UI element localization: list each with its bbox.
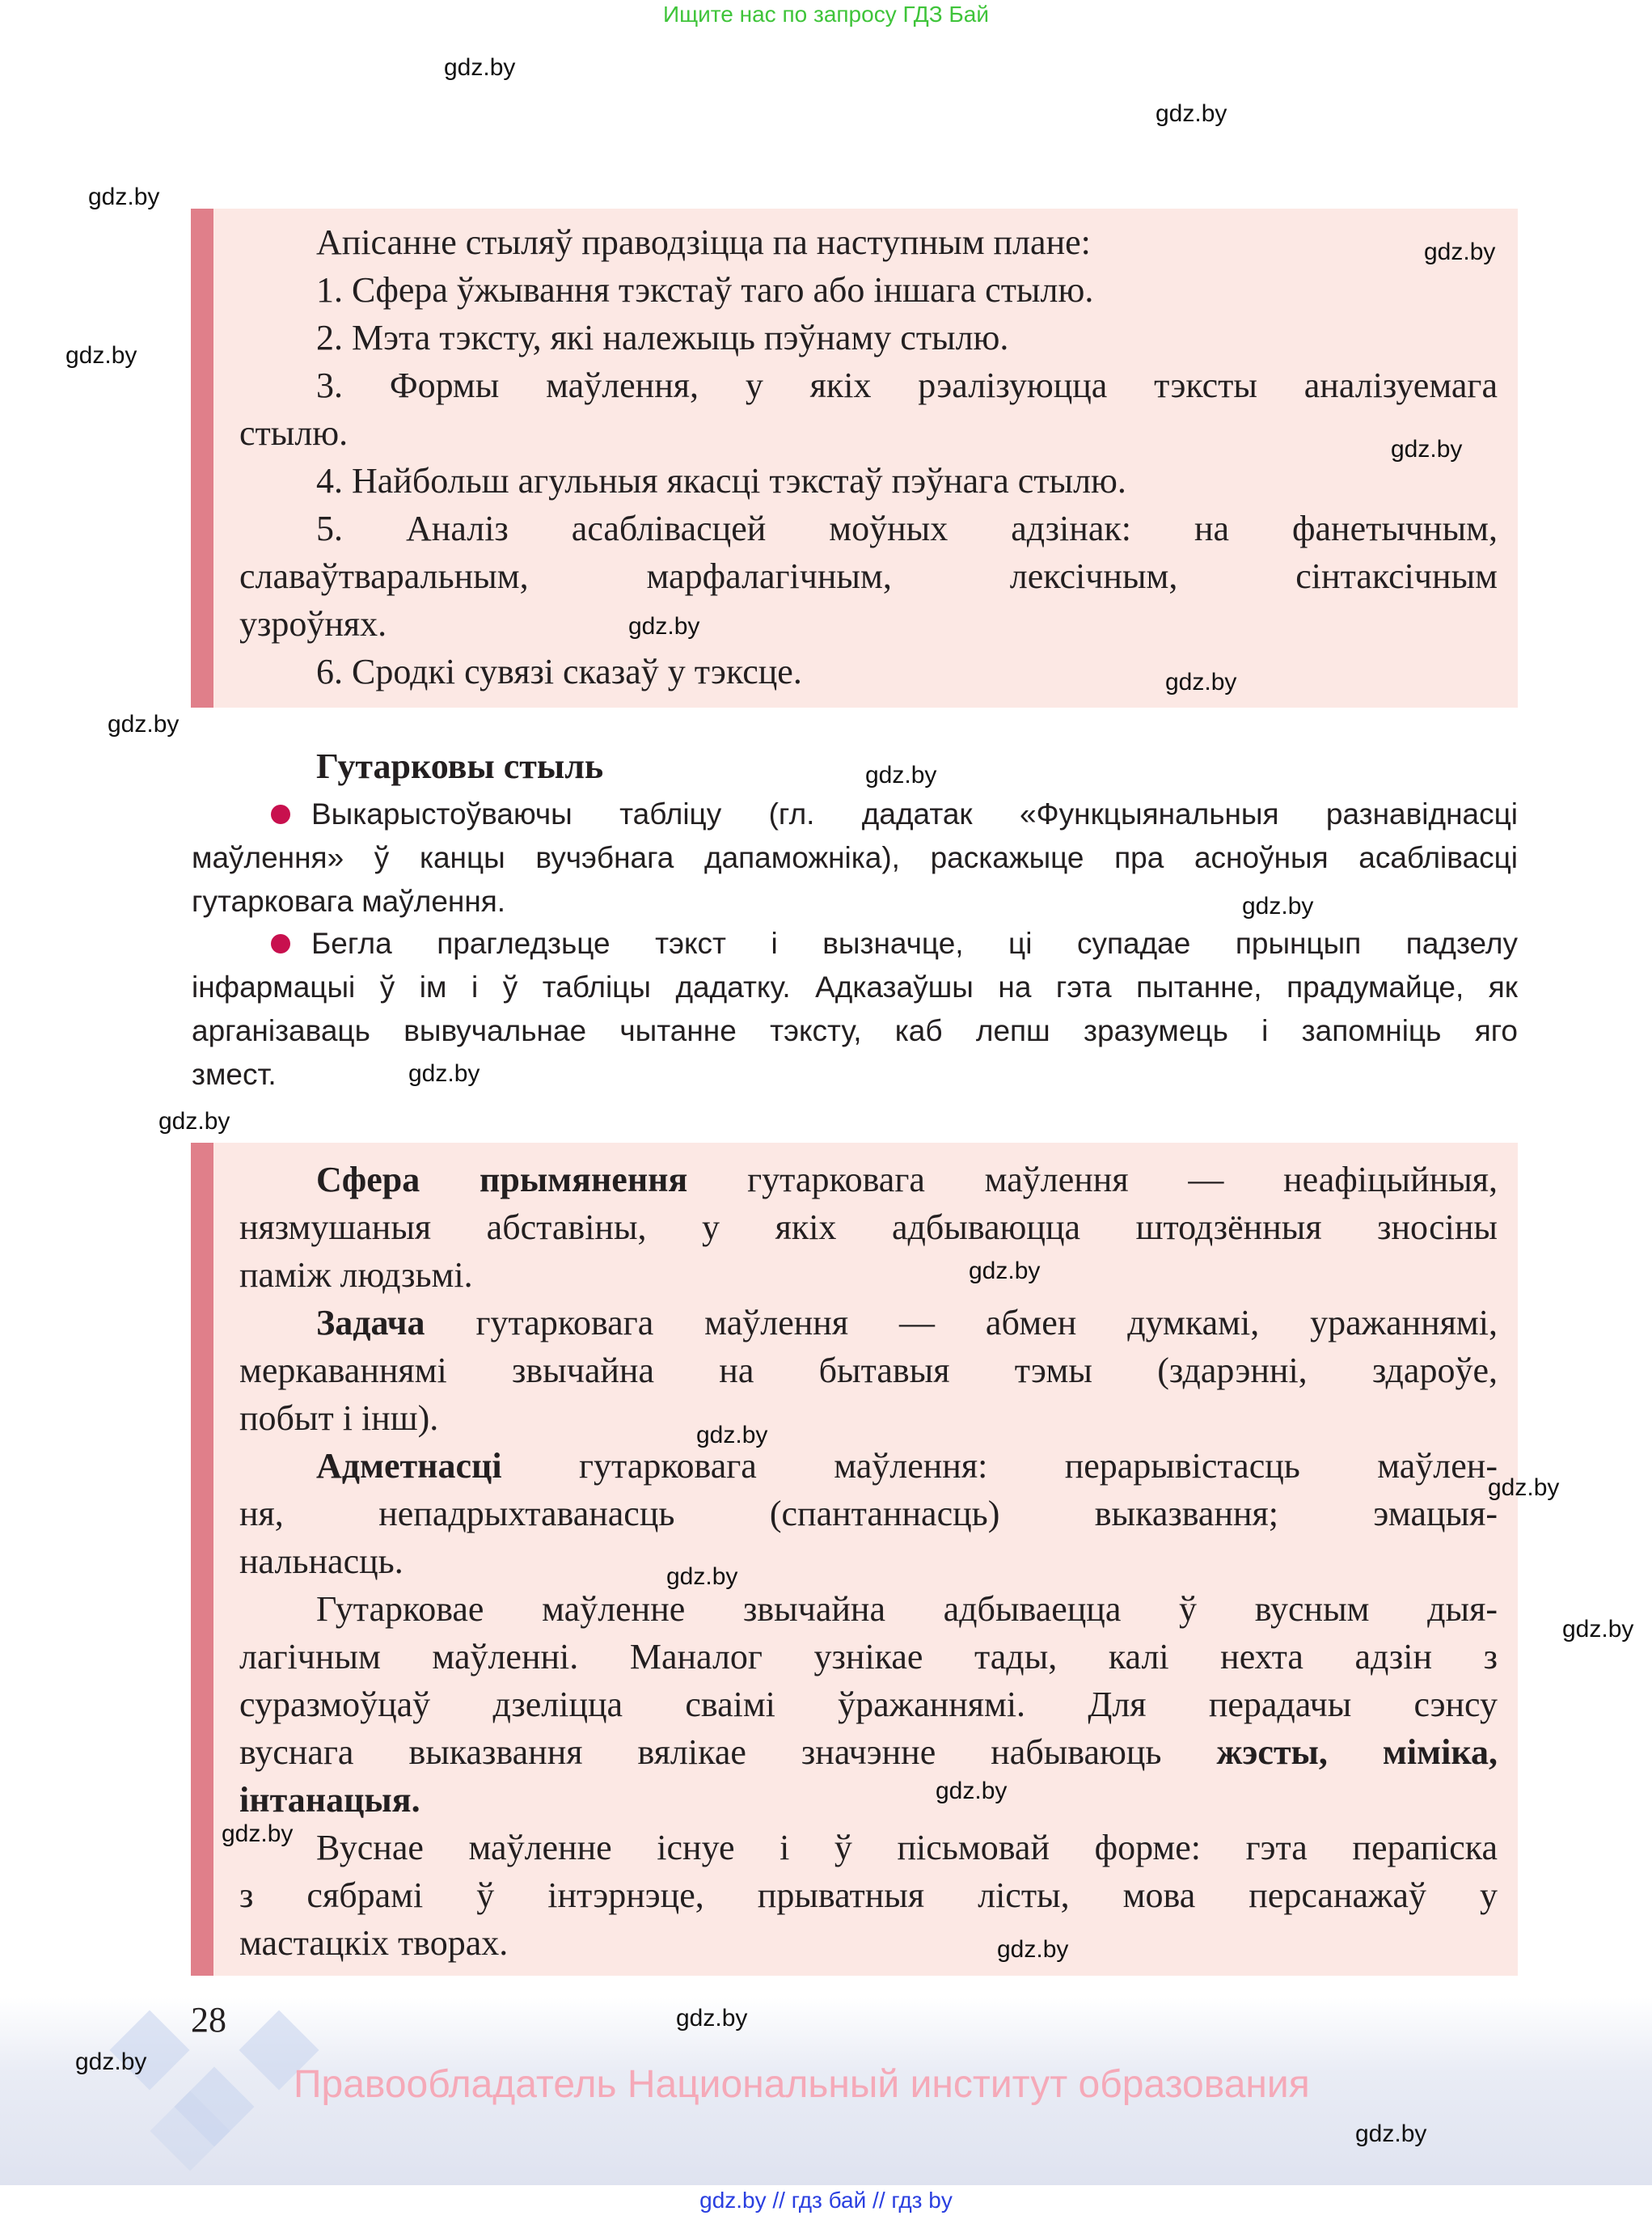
text-line: арганізаваць вывучальнае чытанне тэксту, каб лепш зразумець і запомніць яго (192, 1014, 1518, 1047)
text-line (239, 1728, 1498, 1776)
gdz-watermark: gdz.by (1488, 1474, 1560, 1501)
text-line (239, 505, 1498, 552)
top-search-hint[interactable]: Ищите нас по запросу ГДЗ Бай (662, 2, 990, 27)
plan-box (191, 209, 1518, 708)
text-line: інфармацыі ў ім і ў табліцы дадатку. Адказаўшы на гэта пытанне, прадумайце, як (192, 970, 1518, 1004)
box-accent-bar (191, 1143, 213, 1976)
info-text (239, 1156, 1498, 1967)
text-line (239, 218, 1498, 266)
text-line: маўлення» ў канцы вучэбнага дапаможніка), раскажыце пра асноўныя асаблівасці (192, 841, 1518, 874)
gdz-watermark: gdz.by (1391, 436, 1463, 463)
text-segment: вуснага выказвання вялікае значэнне набываюць (239, 1732, 1217, 1772)
bold-term: Адметнасці (316, 1446, 502, 1486)
info-box (191, 1143, 1518, 1976)
text-segment: стылю. (239, 413, 349, 453)
gdz-watermark: gdz.by (158, 1108, 230, 1135)
text-line (239, 1156, 1498, 1203)
text-line (239, 1203, 1498, 1251)
text-segment: Вуснае маўленне існуе і ў пісьмовай форме: гэта перапіска (316, 1828, 1498, 1867)
gdz-watermark: gdz.by (1424, 239, 1496, 265)
gdz-watermark: gdz.by (108, 711, 180, 738)
text-line (239, 552, 1498, 600)
text-segment: ня, непадрыхтаванасць (спантаннасць) выказвання; эмацыя- (239, 1494, 1498, 1533)
gdz-watermark: gdz.by (628, 613, 700, 640)
text-line (239, 1585, 1498, 1633)
text-line (239, 314, 1498, 362)
gdz-watermark: gdz.by (997, 1936, 1069, 1963)
gdz-watermark: gdz.by (676, 2005, 748, 2032)
gdz-watermark: gdz.by (1156, 100, 1227, 127)
text-segment: гутарковага маўлення — неафіцыйныя, (687, 1160, 1498, 1199)
text-line (239, 1394, 1498, 1442)
gdz-watermark: gdz.by (666, 1563, 738, 1590)
gdz-watermark: gdz.by (1242, 893, 1314, 920)
task-paragraph (192, 793, 1518, 924)
text-segment: нязмушаныя абставіны, у якіх адбываюцца штодзённыя зносіны (239, 1207, 1498, 1247)
gdz-watermark: gdz.by (1562, 1616, 1634, 1643)
text-segment: Апісанне стыляў праводзіцца па наступным плане: (316, 222, 1091, 262)
bold-term: Задача (316, 1303, 425, 1342)
text-segment: 5. Аналіз асаблівасцей моўных адзінак: на фанетычным, (316, 509, 1498, 548)
text-line: змест. (192, 1058, 277, 1091)
text-segment: з сябрамі ў інтэрнэце, прыватныя лісты, мова персанажаў у (239, 1875, 1498, 1915)
gdz-watermark: gdz.by (696, 1422, 768, 1448)
text-segment: лагічным маўленні. Маналог узнікае тады, калі нехта адзін з (239, 1637, 1498, 1676)
text-line (239, 1299, 1498, 1347)
text-segment: суразмоўцаў дзеліцца сваімі ўражаннямі. Для перадачы сэнсу (239, 1685, 1498, 1724)
text-line (239, 362, 1498, 409)
text-line (239, 600, 1498, 648)
text-line: Выкарыстоўваючы табліцу (гл. дадатак «Функцыянальныя разнавіднасці (311, 797, 1518, 831)
text-line (239, 457, 1498, 505)
text-segment: славаўтваральным, марфалагічным, лексічным, сінтаксічным (239, 556, 1498, 596)
task-paragraph (192, 922, 1518, 1097)
box-accent-bar (191, 209, 213, 708)
text-line (239, 1442, 1498, 1490)
text-line (239, 1633, 1498, 1681)
gdz-watermark: gdz.by (222, 1820, 294, 1847)
gdz-watermark: gdz.by (75, 2049, 147, 2075)
text-segment: паміж людзьмі. (239, 1255, 473, 1295)
gdz-watermark: gdz.by (1355, 2120, 1427, 2147)
text-line (239, 1824, 1498, 1871)
bold-term: жэсты, міміка, (1216, 1732, 1498, 1772)
text-line: гутарковага маўлення. (192, 885, 506, 918)
text-line (239, 648, 1498, 696)
text-line (239, 1919, 1498, 1967)
gdz-watermark: gdz.by (88, 184, 160, 210)
text-segment: 4. Найбольш агульныя якасці тэкстаў пэўнага стылю. (316, 461, 1126, 501)
text-segment: узроўнях. (239, 604, 387, 644)
text-segment: гутарковага маўлення: перарывістасць маўлен- (501, 1446, 1498, 1486)
text-line (239, 1776, 1498, 1824)
text-segment: мастацкіх творах. (239, 1923, 509, 1963)
text-segment: 6. Сродкі сувязі сказаў у тэксце. (316, 652, 802, 691)
text-segment: 1. Сфера ўжывання тэкстаў таго або іншага стылю. (316, 270, 1094, 310)
text-line (239, 1681, 1498, 1728)
text-line (239, 1347, 1498, 1394)
copyright-watermark: Правообладатель Национальный институт образования (294, 2063, 1310, 2106)
gdz-watermark: gdz.by (1165, 669, 1237, 696)
plan-list (239, 218, 1498, 696)
gdz-watermark: gdz.by (408, 1060, 480, 1087)
text-segment: нальнасць. (239, 1541, 403, 1581)
gdz-watermark: gdz.by (65, 342, 137, 369)
text-line (239, 409, 1498, 457)
bold-term: інтанацыя. (239, 1780, 420, 1820)
text-segment: 2. Мэта тэксту, які належыць пэўнаму стылю. (316, 318, 1009, 357)
gdz-watermark: gdz.by (969, 1258, 1041, 1284)
bold-term: Сфера прымянення (316, 1160, 688, 1199)
text-line (239, 1490, 1498, 1537)
gdz-watermark: gdz.by (865, 762, 937, 789)
page-number: 28 (191, 2000, 226, 2040)
bottom-links[interactable]: gdz.by // гдз бай // гдз by (699, 2188, 953, 2213)
text-line (239, 266, 1498, 314)
text-line (239, 1537, 1498, 1585)
gdz-watermark: gdz.by (936, 1778, 1008, 1804)
text-segment: Гутарковае маўленне звычайна адбываецца ў вусным дыя- (316, 1589, 1498, 1629)
text-segment: меркаваннямі звычайна на бытавыя тэмы (здарэнні, здароўе, (239, 1351, 1498, 1390)
text-segment: гутарковага маўлення — абмен думкамі, уражаннямі, (425, 1303, 1498, 1342)
gdz-watermark: gdz.by (444, 54, 516, 81)
section-heading: Гутарковы стыль (316, 746, 604, 786)
text-line: Бегла прагледзьце тэкст і вызначце, ці супадае прынцып падзелу (311, 927, 1518, 960)
text-line (239, 1251, 1498, 1299)
text-line (239, 1871, 1498, 1919)
text-segment: 3. Формы маўлення, у якіх рэалізуюцца тэксты аналізуемага (316, 366, 1498, 405)
text-segment: побыт і інш). (239, 1398, 439, 1438)
